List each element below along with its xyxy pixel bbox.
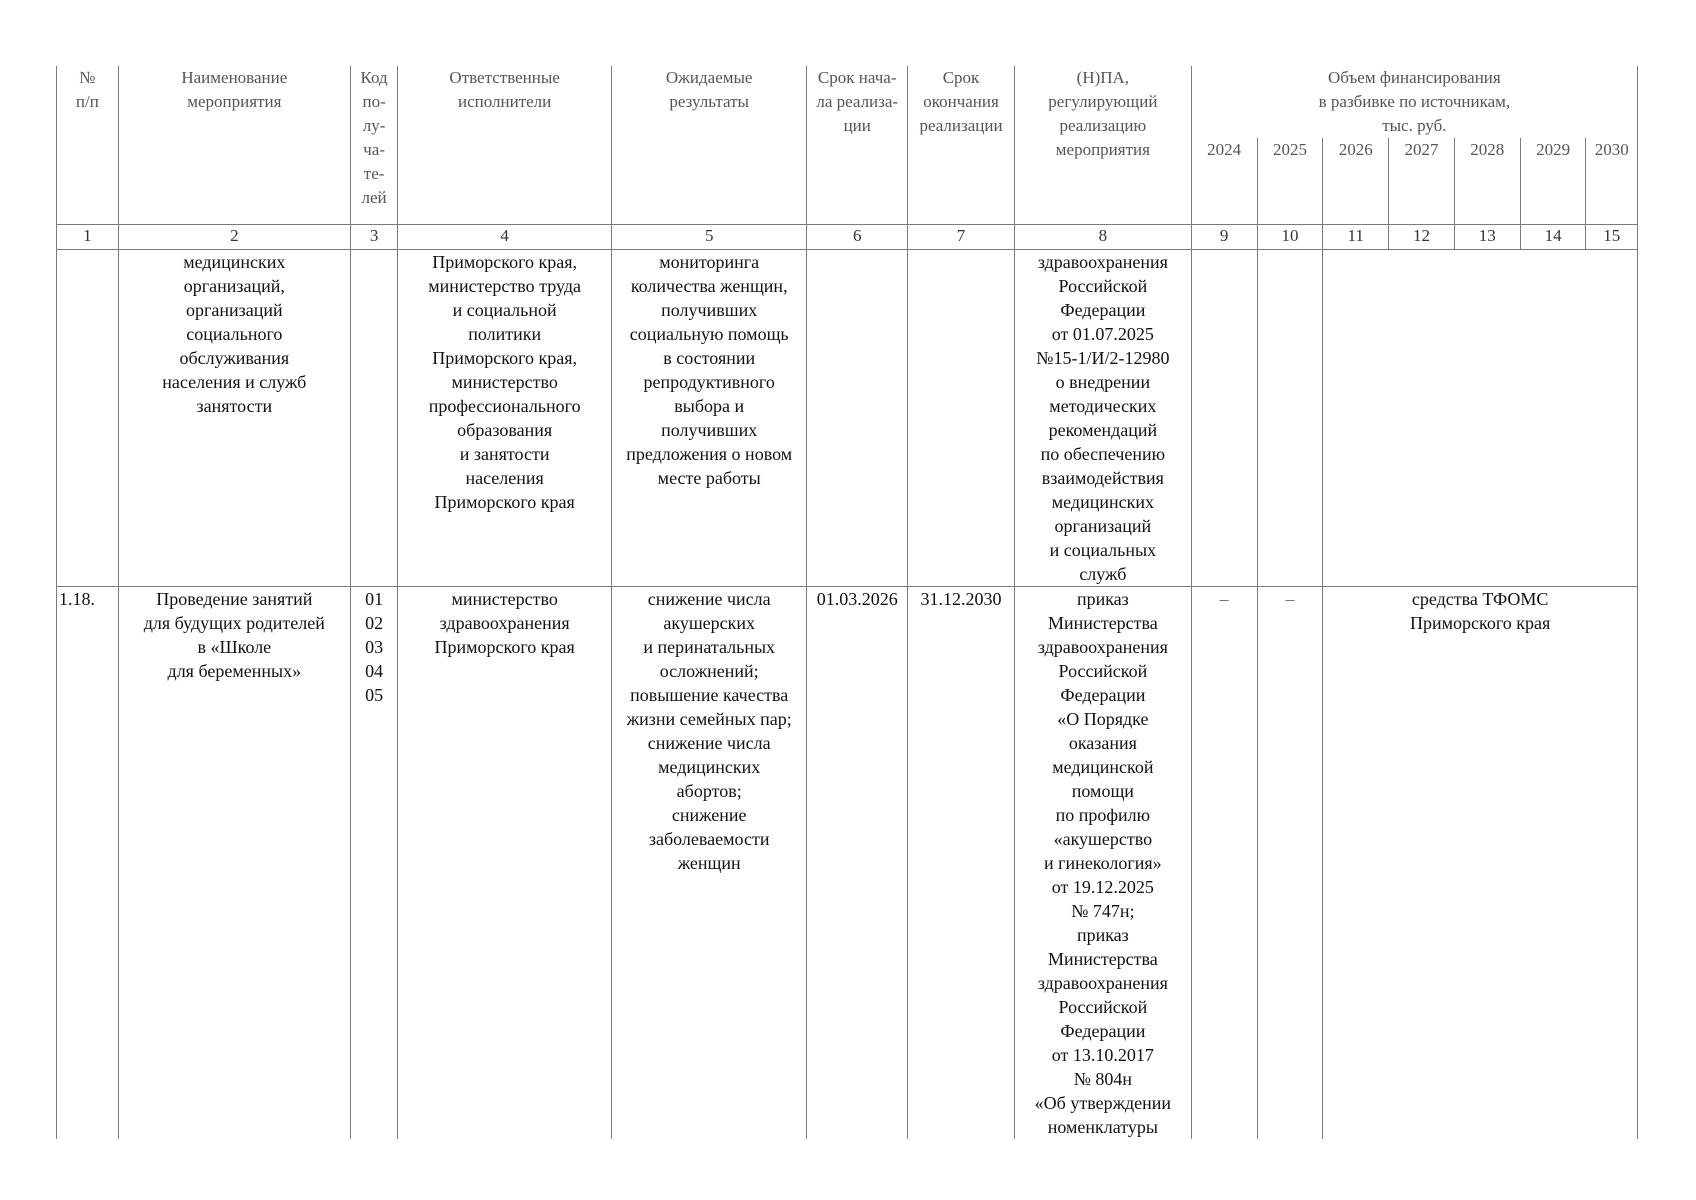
row-results: мониторинга количества женщин, получивших социальную помощь в состоянии репродуктивного выбора и получивших предложения о новом месте работы (612, 250, 807, 587)
header-results: Ожидаемые результаты (612, 66, 807, 225)
row-start (807, 250, 908, 587)
header-executors: Ответственные исполнители (398, 66, 612, 225)
table-row (57, 587, 1638, 1140)
column-number: 12 (1389, 225, 1455, 250)
header-year-2027: 2027 (1389, 138, 1455, 225)
column-number: 7 (908, 225, 1015, 250)
column-number: 4 (398, 225, 612, 250)
row-start: 01.03.2026 (807, 587, 908, 1140)
header-year-2030: 2030 (1586, 138, 1638, 225)
row-2024 (1191, 250, 1257, 587)
column-number: 3 (350, 225, 397, 250)
header-year-2026: 2026 (1323, 138, 1389, 225)
row-npa: здравоохранения Российской Федерации от 01.07.2025 №15-1/И/2-12980 о внедрении методических рекомендаций по обеспечению взаимодействия медицинских организаций и социальных служб (1014, 250, 1191, 587)
row-num (57, 250, 119, 587)
column-number: 14 (1520, 225, 1586, 250)
activities-table (56, 66, 1638, 1139)
row-name: медицинских организаций, организаций социального обслуживания населения и служб занятости (118, 250, 350, 587)
row-name: Проведение занятий для будущих родителей в «Школе для беременных» (118, 587, 350, 1140)
row-results: снижение числа акушерских и перинатальных осложнений; повышение качества жизни семейных пар; снижение числа медицинских абортов; снижение заболеваемости женщин (612, 587, 807, 1140)
header-year-2029: 2029 (1520, 138, 1586, 225)
header-name: Наименование мероприятия (118, 66, 350, 225)
column-number: 1 (57, 225, 119, 250)
column-number: 15 (1586, 225, 1638, 250)
row-codes (350, 250, 397, 587)
header-npa: (Н)ПА, регулирующий реализацию мероприятия (1014, 66, 1191, 225)
header-codes: Код по- лу- ча- те- лей (350, 66, 397, 225)
column-number: 2 (118, 225, 350, 250)
row-executors: министерство здравоохранения Приморского края (398, 587, 612, 1140)
column-number: 11 (1323, 225, 1389, 250)
row-executors: Приморского края, министерство труда и социальной политики Приморского края, министерство профессионального образования и занятости населения Приморского края (398, 250, 612, 587)
header-num: № п/п (57, 66, 119, 225)
column-number: 6 (807, 225, 908, 250)
column-number: 10 (1257, 225, 1323, 250)
column-numbers-row (57, 225, 1638, 250)
header-start: Срок нача- ла реализа- ции (807, 66, 908, 225)
row-codes: 01 02 03 04 05 (350, 587, 397, 1140)
header-year-2028: 2028 (1454, 138, 1520, 225)
row-num: 1.18. (57, 587, 119, 1140)
row-2025: – (1257, 587, 1323, 1140)
header-year-2024: 2024 (1191, 138, 1257, 225)
row-2024: – (1191, 587, 1257, 1140)
column-number: 13 (1454, 225, 1520, 250)
header-year-2025: 2025 (1257, 138, 1323, 225)
column-number: 8 (1014, 225, 1191, 250)
row-end: 31.12.2030 (908, 587, 1015, 1140)
column-number: 9 (1191, 225, 1257, 250)
table-header-row (57, 66, 1638, 138)
header-financing: Объем финансирования в разбивке по источникам, тыс. руб. (1191, 66, 1637, 138)
row-end (908, 250, 1015, 587)
table-row (57, 250, 1638, 587)
row-2025 (1257, 250, 1323, 587)
row-financing-source: средства ТФОМС Приморского края (1323, 587, 1638, 1140)
row-financing-source (1323, 250, 1638, 587)
header-end: Срок окончания реализации (908, 66, 1015, 225)
column-number: 5 (612, 225, 807, 250)
row-npa: приказ Министерства здравоохранения Российской Федерации «О Порядке оказания медицинской помощи по профилю «акушерство и гинекология» от 19.12.2025 № 747н; приказ Министерства здравоохранения Российской Федерации от 13.10.2017 № 804н «Об утверждении номенклатуры (1014, 587, 1191, 1140)
